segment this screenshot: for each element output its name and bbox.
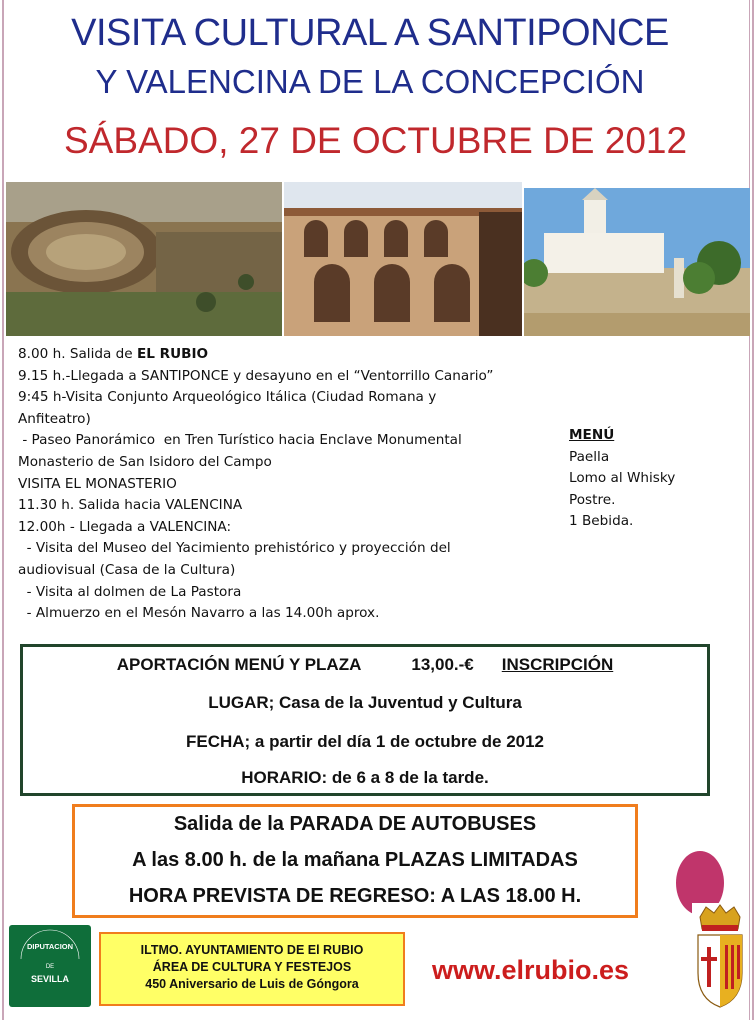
- price-row: [23, 655, 707, 675]
- coat-of-arms-icon: [692, 903, 748, 1015]
- itinerary-line: Anfiteatro): [18, 410, 91, 427]
- departure-line-3: HORA PREVISTA DE REGRESO: A LAS 18.00 H.: [128, 885, 582, 907]
- event-date: SÁBADO, 27 DE OCTUBRE DE 2012: [64, 120, 688, 161]
- photo-monastery-cloister: [284, 182, 522, 336]
- departure-line-1: Salida de la PARADA DE AUTOBUSES: [173, 813, 537, 835]
- title-line-1: VISITA CULTURAL A SANTIPONCE: [71, 12, 669, 54]
- departure-line-2: A las 8.00 h. de la mañana PLAZAS LIMITADAS: [132, 849, 578, 871]
- right-border-inner-line: [749, 0, 750, 1020]
- menu-heading: MENÚ: [569, 427, 615, 443]
- departure-box: [72, 804, 638, 918]
- left-border-line: [2, 0, 4, 1020]
- registration-box: [20, 644, 710, 796]
- photo-roman-amphitheatre: [6, 182, 282, 336]
- itinerary-line: 9.15 h.-Llegada a SANTIPONCE y desayuno en el “Ventorrillo Canario”: [18, 367, 494, 384]
- title-line-2: Y VALENCINA DE LA CONCEPCIÓN: [95, 63, 645, 100]
- logo-text: DE: [45, 964, 55, 970]
- registration-schedule: HORARIO: de 6 a 8 de la tarde.: [241, 768, 489, 787]
- itinerary-line: - Paseo Panorámico en Tren Turístico hacia Enclave Monumental: [18, 432, 462, 449]
- website-link[interactable]: www.elrubio.es: [432, 955, 630, 985]
- organizer-line-3: 450 Aniversario de Luis de Góngora: [145, 977, 359, 991]
- itinerary-line: VISITA EL MONASTERIO: [18, 475, 177, 492]
- itinerary-list: [18, 344, 558, 625]
- itinerary-line: - Visita al dolmen de La Pastora: [18, 583, 242, 600]
- price-value: 13,00.-€: [411, 655, 474, 674]
- organizer-box: [99, 932, 405, 1006]
- itinerary-line: 8.00 h. Salida de EL RUBIO: [18, 346, 209, 362]
- menu-item: 1 Bebida.: [569, 513, 634, 530]
- menu-item: Lomo al Whisky: [569, 470, 676, 487]
- registration-place: LUGAR; Casa de la Juventud y Cultura: [208, 693, 522, 712]
- logo-text: DIPUTACION: [26, 942, 74, 951]
- price-label: APORTACIÓN MENÚ Y PLAZA: [116, 655, 362, 674]
- organizer-line-1: ILTMO. AYUNTAMIENTO DE El RUBIO: [140, 943, 364, 957]
- menu-item: Postre.: [569, 491, 616, 508]
- right-border-line: [752, 0, 754, 1020]
- itinerary-line: - Visita del Museo del Yacimiento prehistórico y proyección del: [18, 540, 451, 557]
- menu-block: [569, 425, 675, 533]
- itinerary-line: 9:45 h-Visita Conjunto Arqueológico Itálica (Ciudad Romana y: [18, 389, 437, 406]
- registration-date: FECHA; a partir del día 1 de octubre de 2012: [185, 732, 545, 751]
- photo-valencina-church: [524, 188, 750, 336]
- logo-text: SEVILLA: [30, 974, 70, 984]
- diputacion-sevilla-logo: [9, 925, 91, 1007]
- itinerary-line: audiovisual (Casa de la Cultura): [18, 561, 236, 578]
- inscription-label: INSCRIPCIÓN: [501, 655, 614, 674]
- itinerary-line: Monasterio de San Isidoro del Campo: [18, 453, 272, 470]
- menu-item: Paella: [569, 448, 610, 465]
- itinerary-line: - Almuerzo en el Mesón Navarro a las 14.00h aprox.: [18, 605, 380, 622]
- itinerary-line: 11.30 h. Salida hacia VALENCINA: [18, 497, 243, 514]
- organizer-line-2: ÁREA DE CULTURA Y FESTEJOS: [152, 960, 352, 974]
- itinerary-line: 12.00h - Llegada a VALENCINA:: [18, 518, 232, 535]
